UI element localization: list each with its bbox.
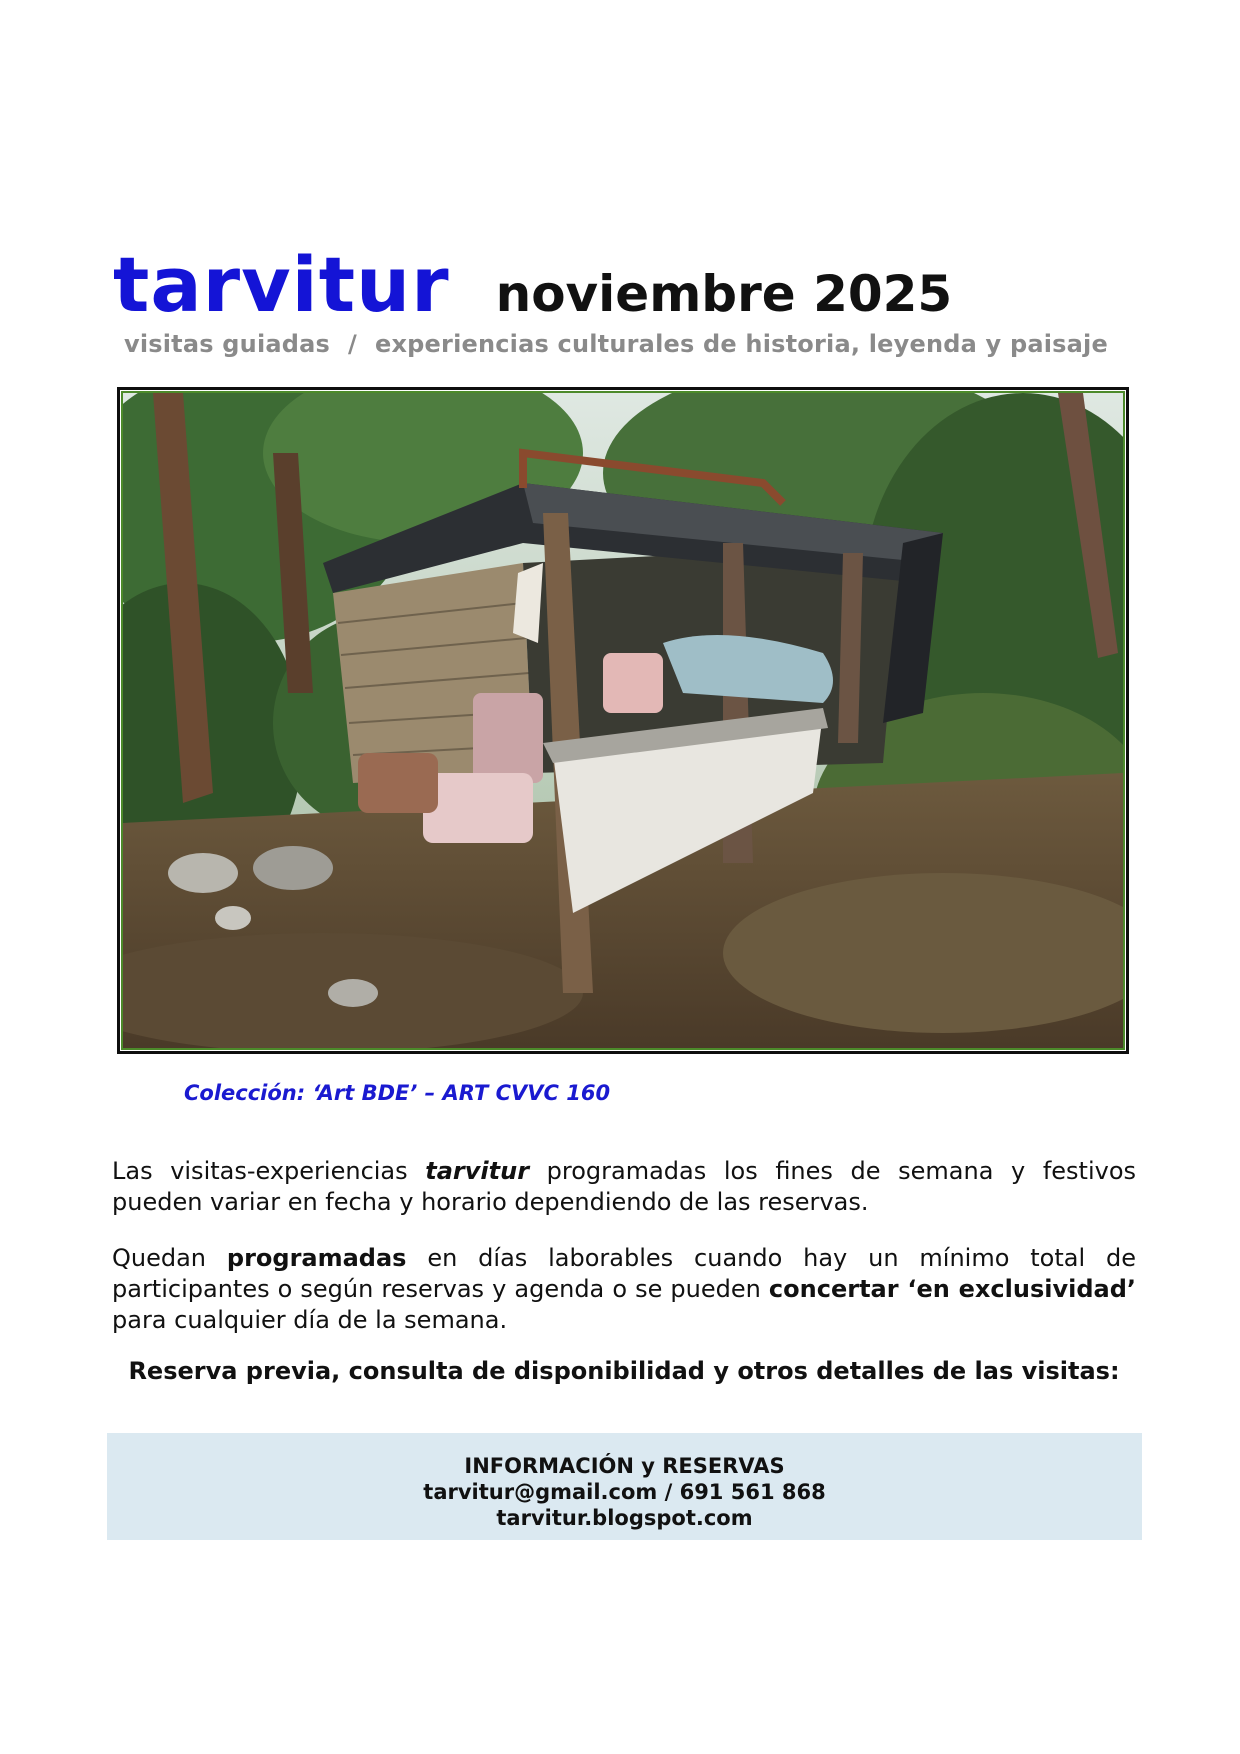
tagline-separator: /: [348, 330, 358, 358]
p1-brand: tarvitur: [425, 1157, 530, 1185]
p2-bold-exclusividad: concertar ‘en exclusividad’: [768, 1275, 1136, 1303]
paragraph-schedule: [112, 1156, 1136, 1218]
tagline: [124, 330, 1108, 358]
brand-title: tarvitur: [113, 240, 450, 329]
paragraph-programming: [112, 1243, 1136, 1336]
photo-frame: [117, 387, 1129, 1054]
p2-bold-programadas: programadas: [226, 1244, 407, 1272]
page-header: [113, 240, 1143, 329]
tagline-left: visitas guiadas: [124, 330, 331, 358]
p2-text-c: para cualquier día de la semana.: [112, 1306, 508, 1334]
tagline-right: experiencias culturales de historia, leyenda y paisaje: [375, 330, 1108, 358]
photo-caption: Colección: ‘Art BDE’ – ART CVVC 160: [184, 1081, 611, 1105]
photo-illustration: [123, 393, 1123, 1048]
info-contact[interactable]: tarvitur@gmail.com / 691 561 868: [423, 1480, 826, 1504]
p2-text-b: en días laborables cuando hay un mínimo total de participantes o según reservas y agenda o se pueden: [112, 1244, 1136, 1303]
p2-text-a: Quedan: [112, 1244, 227, 1272]
info-title: INFORMACIÓN y RESERVAS: [464, 1454, 785, 1478]
info-box: [107, 1433, 1142, 1540]
month-heading: noviembre 2025: [495, 265, 953, 323]
p1-text-a: Las visitas-experiencias: [112, 1157, 426, 1185]
reservation-callout: Reserva previa, consulta de disponibilidad y otros detalles de las visitas:: [128, 1357, 1120, 1385]
info-website[interactable]: tarvitur.blogspot.com: [496, 1506, 753, 1530]
forest-shelter-photo: [123, 393, 1123, 1048]
p1-text-b: programadas los fines de semana y festivos pueden variar en fecha y horario dependiendo de las reservas.: [112, 1157, 1137, 1216]
